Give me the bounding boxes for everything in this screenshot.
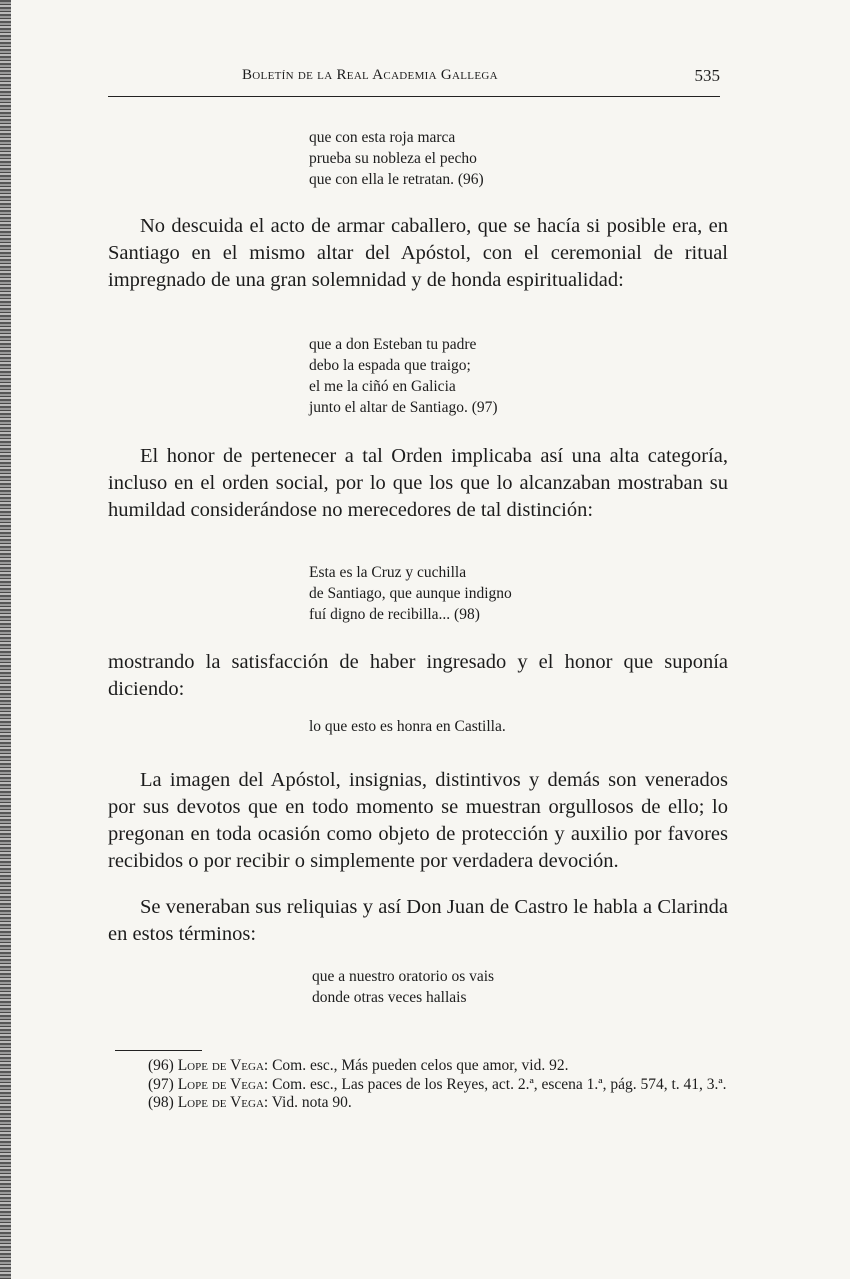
- footnote-rule: [115, 1050, 202, 1051]
- footnote-text: : Com. esc., Más pueden celos que amor, vid. 92.: [263, 1057, 569, 1074]
- footnotes: [114, 1057, 731, 1113]
- footnote-number: (96): [148, 1057, 174, 1074]
- paragraph-3: mostrando la satisfacción de haber ingresado y el honor que suponía diciendo:: [108, 651, 728, 700]
- binding-edge: [0, 0, 11, 1279]
- paragraph-4: La imagen del Apóstol, insignias, distintivos y demás son venerados por sus devotos que en todo momento se muestran orgullosos de ello; lo pregonan en toda ocasión como objeto de protección y auxilio por favores recibidos o por recibir o simplemente por verdadera devoción.: [108, 769, 728, 872]
- footnote: [114, 1076, 731, 1095]
- paragraph-2: El honor de pertenecer a tal Orden implicaba así una alta categoría, incluso en el orden social, por lo que los que lo alcanzaban mostraban su humildad considerándose no merecedores de tal distinción:: [108, 445, 728, 521]
- footnote-author: Lope de Vega: [177, 1094, 264, 1111]
- footnote-text: : Com. esc., Las paces de los Reyes, act. 2.ª, escena 1.ª, pág. 574, t. 41, 3.ª.: [263, 1075, 727, 1093]
- verse-line: lo que esto es honra en Castilla.: [309, 718, 506, 735]
- footnote-author: Lope de Vega: [177, 1075, 264, 1093]
- verse-line: que con ella le retratan. (96): [309, 171, 484, 188]
- verse-line: que a don Esteban tu padre: [309, 336, 477, 353]
- paragraph-5: Se veneraban sus reliquias y así Don Juan de Castro le habla a Clarinda en estos términos:: [108, 896, 728, 945]
- verse-line: prueba su nobleza el pecho: [309, 150, 477, 167]
- verse-block-3: [309, 562, 512, 625]
- footnote-number: (97): [148, 1075, 174, 1093]
- paragraph-1: No descuida el acto de armar caballero, que se hacía si posible era, en Santiago en el mismo altar del Apóstol, con el ceremonial de ritual impregnado de una gran solemnidad y de honda espiritualidad:: [108, 215, 728, 291]
- verse-line: fuí digno de recibilla... (98): [309, 606, 480, 623]
- verse-line: de Santiago, que aunque indigno: [309, 585, 512, 602]
- verse-line: que con esta roja marca: [309, 129, 456, 146]
- verse-line: debo la espada que traigo;: [309, 357, 471, 374]
- page-header: [108, 62, 720, 97]
- verse-line: Esta es la Cruz y cuchilla: [309, 564, 467, 581]
- page-number: 535: [694, 66, 720, 85]
- verse-line: el me la ciñó en Galicia: [309, 378, 456, 395]
- verse-line: junto el altar de Santiago. (97): [309, 399, 498, 416]
- verse-block-1: [309, 127, 484, 190]
- footnote: [114, 1057, 731, 1076]
- footnote-number: (98): [148, 1094, 174, 1111]
- verse-line: donde otras veces hallais: [312, 989, 467, 1006]
- verse-block-2: [309, 334, 498, 418]
- running-title: Boletín de la Real Academia Gallega: [242, 67, 498, 83]
- footnote-text: : Vid. nota 90.: [263, 1094, 352, 1111]
- verse-block-5: [312, 966, 494, 1008]
- verse-block-4: [309, 716, 506, 737]
- footnote-author: Lope de Vega: [177, 1057, 264, 1074]
- footnote: [114, 1094, 731, 1113]
- verse-line: que a nuestro oratorio os vais: [312, 968, 495, 985]
